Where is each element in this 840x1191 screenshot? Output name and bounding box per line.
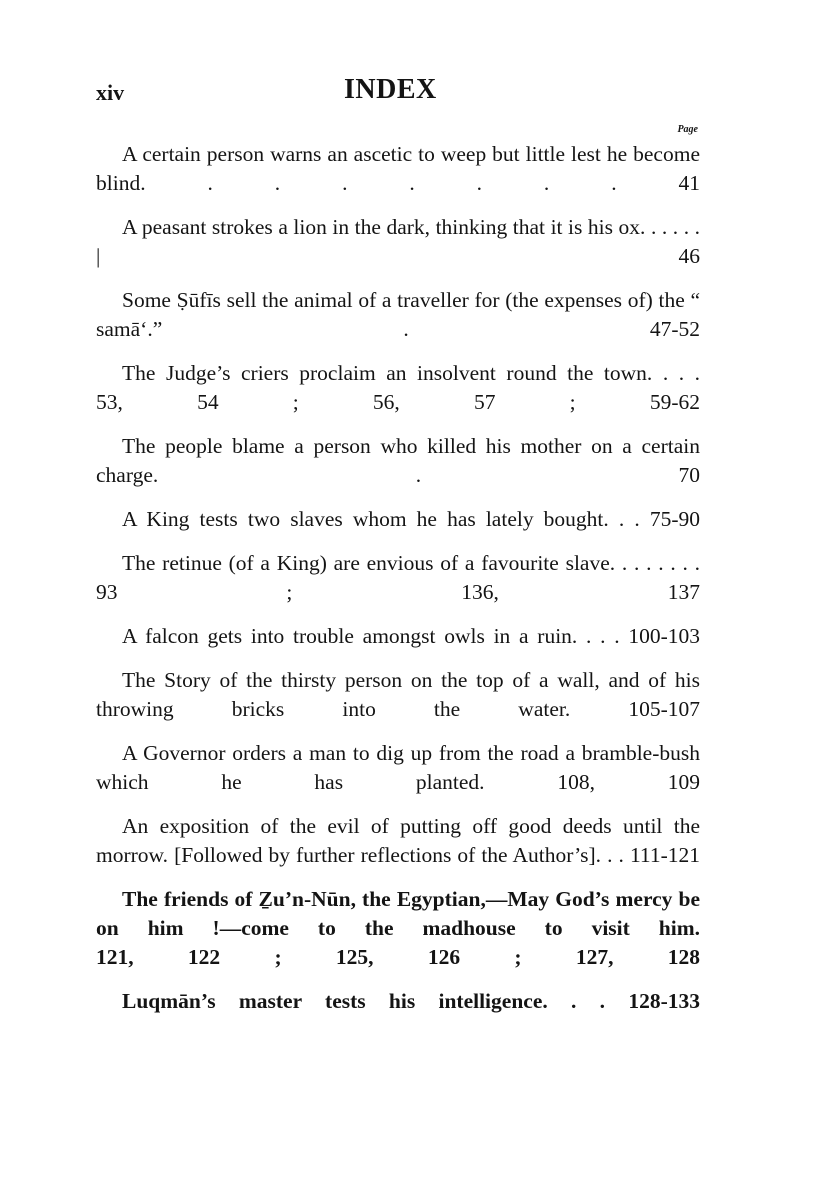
entry-pages: 100-103 — [628, 624, 701, 648]
entry-text: A certain person warns an ascetic to weep but little lest he become blind. — [96, 142, 700, 195]
entry-leader: . . — [618, 507, 640, 531]
entry-text: A falcon gets into trouble amongst owls in a ruin. — [122, 624, 578, 648]
index-entry — [96, 286, 700, 344]
page-header — [96, 74, 700, 110]
entry-leader: . — [403, 317, 409, 341]
entry-leader: . . . . . . . — [207, 171, 617, 195]
entry-pages: 108, 109 — [557, 770, 701, 794]
entry-text: Luqmān’s master tests his intelligence. — [122, 989, 548, 1013]
entry-text: A Governor orders a man to dig up from the road a bramble-bush which he has planted. — [96, 741, 700, 794]
entry-leader: . — [415, 463, 422, 487]
entry-pages: 47-52 — [649, 317, 700, 341]
page-column-label: Page — [677, 124, 698, 135]
entry-leader: . . — [571, 989, 606, 1013]
index-entry — [96, 812, 700, 870]
entry-pages: 128-133 — [628, 989, 701, 1013]
entry-leader: . . . . . | — [96, 215, 701, 268]
entry-leader: . . — [607, 843, 624, 867]
entry-pages: 53, 54 ; 56, 57 ; 59-62 — [96, 390, 700, 414]
entry-text: The people blame a person who killed his mother on a certain charge. — [96, 434, 700, 487]
entry-text: The friends of Ẕu’n-Nūn, the Egyptian,—May God’s mercy be on him !—come to the madhouse to visit him. — [96, 887, 700, 940]
index-entry — [96, 549, 700, 607]
index-entries — [96, 140, 700, 1031]
book-page — [96, 0, 700, 1191]
entry-text: A King tests two slaves whom he has lately bought. — [122, 507, 609, 531]
page-number: xiv — [96, 80, 125, 105]
index-entry — [96, 505, 700, 534]
entry-leader: . . . . . . . — [621, 551, 700, 575]
index-entry — [96, 140, 700, 198]
entry-leader: . . . — [662, 361, 701, 385]
entry-text: The retinue (of a King) are envious of a favourite slave. — [122, 551, 616, 575]
entry-pages: 121, 122 ; 125, 126 ; 127, 128 — [96, 945, 700, 969]
entry-pages: 93 ; 136, 137 — [96, 580, 700, 604]
index-entry — [96, 885, 700, 972]
index-entry — [96, 739, 700, 797]
index-entry — [96, 432, 700, 490]
entry-text: An exposition of the evil of putting off good deeds until the morrow. [Followed by further reflections of the Author’s]. — [96, 814, 700, 867]
entry-text: The Judge’s criers proclaim an insolvent round the town. — [122, 361, 653, 385]
index-entry — [96, 666, 700, 724]
entry-pages: 75-90 — [649, 507, 701, 531]
entry-text: A peasant strokes a lion in the dark, thinking that it is his ox. — [122, 215, 646, 239]
entry-pages: 46 — [678, 244, 700, 268]
entry-pages: 41 — [678, 171, 701, 195]
entry-pages: 70 — [678, 463, 700, 487]
index-entry — [96, 622, 700, 651]
entry-text: Some Ṣūfīs sell the animal of a traveller for (the expenses of) the “ samā‘.” — [96, 288, 700, 341]
entry-text: The Story of the thirsty person on the top of a wall, and of his throwing bricks into the water. — [96, 668, 700, 721]
index-entry — [96, 359, 700, 417]
entry-pages: 111-121 — [629, 843, 701, 867]
index-entry — [96, 987, 700, 1016]
index-entry — [96, 213, 700, 271]
running-title: INDEX — [344, 74, 437, 105]
entry-pages: 105-107 — [628, 697, 701, 721]
entry-leader: . . . — [586, 624, 620, 648]
